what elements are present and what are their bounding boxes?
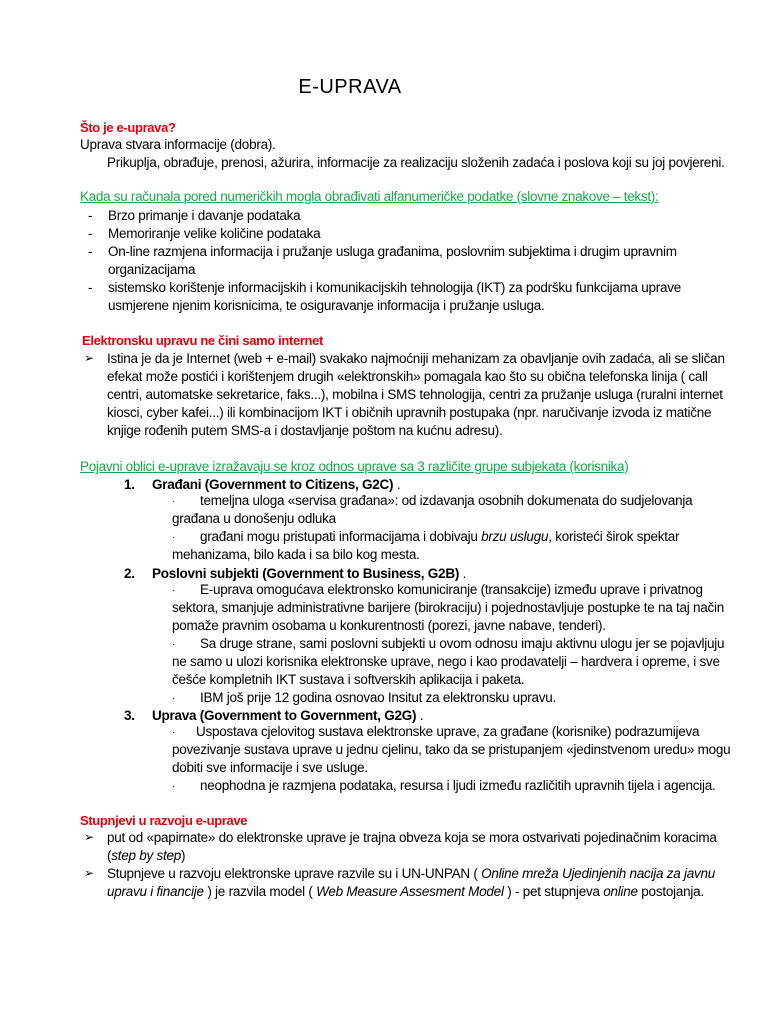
paragraph-line: centri, automatske sekretarice, faks...), mobilna i SMS tehnologija, centri za pružanje usluga (ruralni internet [107, 387, 723, 402]
group-number: 1. [124, 477, 135, 492]
group-title-text: Uprava (Government to Government, G2G) [152, 708, 417, 723]
bullet-dot-icon: · [172, 693, 176, 704]
section-heading-forms: Pojavni oblici e-uprave izražavaju se kroz odnos uprave sa 3 različite grupe subjekata (korisnika) [80, 459, 629, 474]
arrow-bullet-icon: ➢ [84, 351, 95, 365]
italic-text: step by step [111, 848, 182, 863]
list-item [80, 207, 700, 225]
paragraph-internet [107, 350, 725, 440]
paragraph-line: Istina je da je Internet (web + e-mail) svakako najmoćniji mehanizam za obavljanje ovih zadaća, ali se sličan [107, 351, 725, 366]
list-item [80, 279, 700, 315]
text-run: građani mogu pristupati informacijama i dobivaju [200, 529, 482, 544]
bullet-dot-icon: · [172, 496, 176, 507]
paragraph-line: temeljna uloga «servisa građana»: od izdavanja osobnih dokumenata do sudjelovanja [200, 493, 693, 508]
paragraph-line [107, 847, 717, 865]
dash-bullet: - [88, 280, 93, 295]
group-title-text: Građani (Government to Citizens, G2C) [152, 477, 394, 492]
paragraph-line: Uspostava cjelovitog sustava elektronske uprave, za građane (korisnike) podrazumijeva [196, 724, 700, 739]
paragraph-line: Sa druge strane, sami poslovni subjekti u ovom odnosu imaju aktivnu ulogu jer se pojavljuju [200, 636, 725, 651]
list-item-text: usmjerene njenim korisnicima, te osiguravanje informacija i pružanje usluga. [108, 298, 545, 313]
paragraph-line: knjige rođenih putem SMS-a i dostavljanje poštom na kućnu adresu). [107, 423, 503, 438]
arrow-bullet-icon: ➢ [84, 866, 95, 880]
section-heading-stages: Stupnjevi u razvoju e-uprave [80, 813, 248, 828]
paragraph-line: dobiti sve informacije i sve usluge. [172, 760, 368, 775]
paragraph-line: mehanizama, bilo kada i sa bilo kog mesta. [172, 547, 420, 562]
group-number: 2. [124, 566, 135, 581]
paragraph-line: efekat može postići i korištenjem drugih «elektronskih» pomagala kao što su obična telefonska linija ( call [107, 369, 708, 384]
bullet-dot-icon: · [172, 727, 176, 738]
paragraph-line: pomaže pravnim osobama u konkurentnosti (porezi, javne nabave, tenderi). [172, 618, 606, 633]
bullet-text [172, 581, 724, 635]
section-heading-what-is: Što je e-uprava? [80, 120, 176, 135]
paragraph-stages-2 [107, 865, 715, 901]
bullet-text [172, 528, 679, 564]
dash-list [80, 207, 700, 315]
text-run: ) [181, 848, 186, 863]
text-run: postojanja. [637, 884, 704, 899]
group-title-g2c: Građani (Government to Citizens, G2C) . [152, 477, 401, 492]
italic-text: Web Measure Assesment Model [316, 884, 504, 899]
bullet-text: neophodna je razmjena podataka, resursa i ljudi između različitih upravnih tijela i agencija. [200, 778, 716, 793]
paragraph-line: put od «papirnate» do elektronske uprave je trajna obveza koja se mora ostvarivati pojedinačnim koracima [107, 830, 717, 845]
group-title-g2b: Poslovni subjekti (Government to Business, G2B) . [152, 566, 467, 581]
list-item [80, 225, 700, 243]
list-item-text: On-line razmjena informacija i pružanje usluga građanima, poslovnim subjektima i drugim upravnim [108, 244, 677, 259]
arrow-bullet-icon: ➢ [84, 830, 95, 844]
list-item-text: Memoriranje velike količine podataka [108, 226, 321, 241]
italic-text: online [603, 884, 638, 899]
paragraph-line: Prikuplja, obrađuje, prenosi, ažurira, informacije za realizaciju složenih zadaća i poslova koji su joj povjereni. [107, 155, 725, 170]
dash-bullet: - [88, 208, 93, 223]
paragraph-line [107, 865, 715, 883]
section-heading-computers: Kada su računala pored numeričkih mogla obrađivati alfanumeričke podatke (slovne znakove – tekst): [80, 189, 659, 204]
bullet-text: IBM još prije 12 godina osnovao Insitut za elektronsku upravu. [200, 690, 556, 705]
paragraph-line: kiosci, cyber kafei...) ili kombinacijom IKT i običnih upravnih postupaka (npr. naručivanje izvoda iz matične [107, 405, 712, 420]
paragraph-line: češće kompletnih IKT sustava i softverskih aplikacija i paketa. [172, 672, 525, 687]
italic-text: upravu i financije [107, 884, 204, 899]
bullet-dot-icon: · [172, 585, 176, 596]
bullet-dot-icon: · [172, 639, 176, 650]
bullet-text [172, 635, 724, 689]
group-number: 3. [124, 708, 135, 723]
group-title-g2g: Uprava (Government to Government, G2G) . [152, 708, 424, 723]
group-title-text: Poslovni subjekti (Government to Business, G2B) [152, 566, 460, 581]
italic-text: brzu uslugu [481, 529, 549, 544]
section-heading-not-only-internet: Elektronsku upravu ne čini samo internet [82, 333, 324, 348]
bullet-text [172, 492, 692, 528]
paragraph-line: povezivanje sustava uprave u jednu cjelinu, tako da se pristupanjem «jedinstvenom uredu» mogu [172, 742, 731, 757]
dash-bullet: - [88, 226, 93, 241]
text-run: ) - pet stupnjeva [503, 884, 604, 899]
paragraph-line: sektora, smanjuje administrativne barijere (birokraciju) i pojednostavljuje postupke te na taj način [172, 600, 725, 615]
paragraph-line [107, 883, 715, 901]
list-item-text: organizacijama [108, 262, 196, 277]
italic-text: Online mreža Ujedinjenih nacija za javnu [481, 866, 716, 881]
dash-bullet: - [88, 244, 93, 259]
paragraph-line [172, 528, 679, 546]
text-run: Stupnjeve u razvoju elektronske uprave razvile su i UN-UNPAN ( [107, 866, 482, 881]
text-run: , koristeći širok spektar [548, 529, 680, 544]
paragraph-line: ne samo u ulozi korisnika elektronske uprave, nego i kao prodavatelji – hardvera i opreme, i sve [172, 654, 720, 669]
paragraph-line: građana u donošenju odluka [172, 511, 336, 526]
bullet-text [172, 723, 730, 777]
bullet-dot-icon: · [172, 781, 176, 792]
paragraph-stages-1 [107, 829, 717, 865]
paragraph-line: Uprava stvara informacije (dobra). [80, 137, 276, 152]
text-run: ) je razvila model ( [203, 884, 317, 899]
list-item-text: sistemsko korištenje informacijskih i komunikacijskih tehnologija (IKT) za podršku funkcijama uprave [108, 280, 681, 295]
list-item-text: Brzo primanje i davanje podataka [108, 208, 301, 223]
text-run: ( [107, 848, 112, 863]
page-title: E-UPRAVA [298, 76, 402, 98]
list-item [80, 243, 700, 279]
paragraph-line: E-uprava omogućava elektronsko komuniciranje (transakcije) između uprave i privatnog [200, 582, 703, 597]
bullet-dot-icon: · [172, 532, 176, 543]
